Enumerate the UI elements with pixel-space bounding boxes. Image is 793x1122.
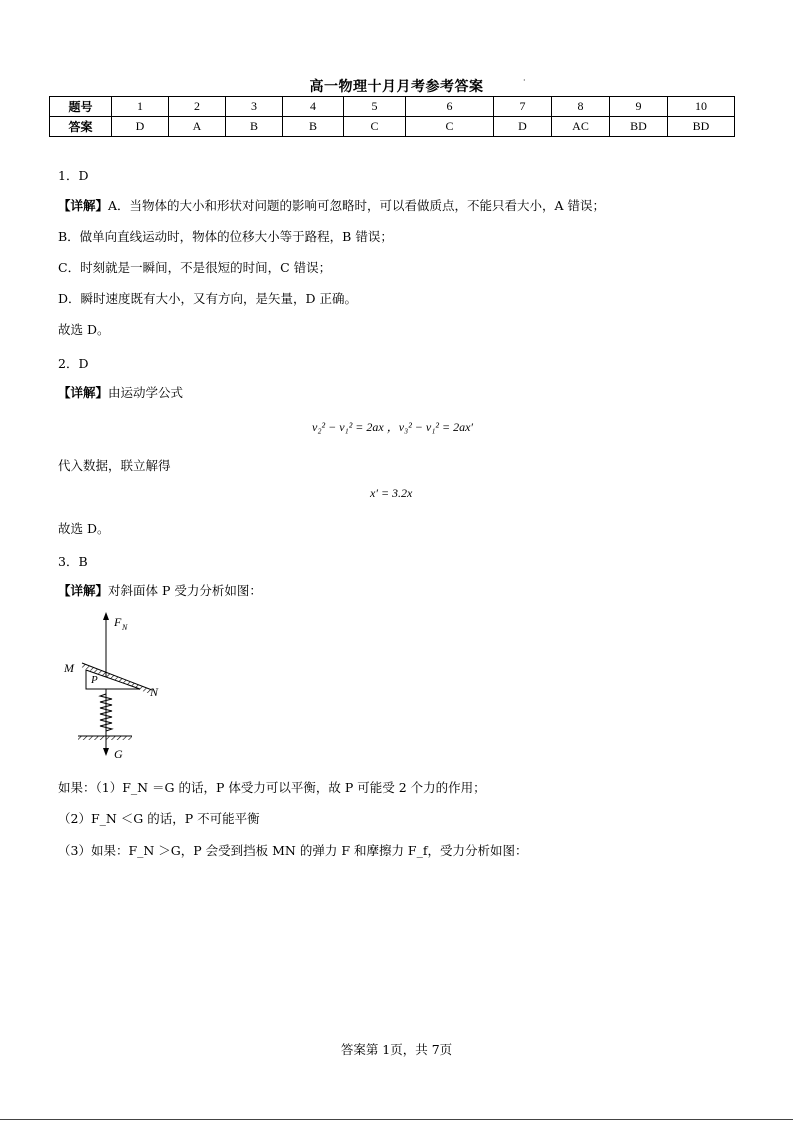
label-fn-sub: N xyxy=(122,623,128,632)
table-cell: 10 xyxy=(668,97,735,117)
q3-text: 对斜面体 P 受力分析如图： xyxy=(108,583,262,598)
table-cell: BD xyxy=(610,117,668,137)
table-cell: D xyxy=(494,117,552,137)
q3-case-3: （3）如果：F_N ＞G，P 会受到挡板 MN 的弹力 F 和摩擦力 F_f，受力分析如图： xyxy=(58,843,528,858)
force-diagram xyxy=(60,610,170,770)
page-footer: 答案第 1页，共 7页 xyxy=(340,1042,453,1057)
table-cell: C xyxy=(406,117,494,137)
table-cell: 8 xyxy=(552,97,610,117)
q1-detail-line xyxy=(58,198,605,214)
q2-conclusion: 故选 D。 xyxy=(58,521,110,536)
label-m: M xyxy=(64,661,74,675)
q2-line-substitute: 代入数据，联立解得 xyxy=(58,458,171,473)
answer-table xyxy=(49,96,735,137)
page-title: 高一物理十月月考参考答案 xyxy=(309,79,484,95)
table-cell: 9 xyxy=(610,97,668,117)
bottom-rule xyxy=(0,1119,793,1120)
fn-arrowhead xyxy=(103,612,109,620)
q1-line-b: B．做单向直线运动时，物体的位移大小等于路程，B 错误； xyxy=(58,229,393,244)
q1-line-c: C．时刻就是一瞬间，不是很短的时间，C 错误； xyxy=(58,260,332,275)
detail-tag: 【详解】 xyxy=(58,583,109,598)
q1-text: A．当物体的大小和形状对问题的影响可忽略时，可以看做质点，不能只看大小，A 错误； xyxy=(108,198,606,213)
row-label-answer: 答案 xyxy=(50,117,112,137)
table-cell: D xyxy=(112,117,169,137)
detail-tag: 【详解】 xyxy=(58,385,109,400)
ground-hatch xyxy=(78,736,132,740)
g-arrowhead xyxy=(103,748,109,756)
label-g: G xyxy=(114,747,123,761)
table-cell: BD xyxy=(668,117,735,137)
table-row-answers xyxy=(50,117,735,137)
q3-detail-line xyxy=(58,583,262,599)
q3-case-1: 如果：（1）F_N ＝G 的话，P 体受力可以平衡，故 P 可能受 2 个力的作用； xyxy=(58,780,486,795)
stray-dot: · xyxy=(523,76,526,85)
table-cell: B xyxy=(283,117,344,137)
table-cell: 4 xyxy=(283,97,344,117)
table-cell: 5 xyxy=(344,97,406,117)
q1-line-d: D．瞬时速度既有大小，又有方向，是矢量，D 正确。 xyxy=(58,291,358,306)
table-cell: 6 xyxy=(406,97,494,117)
table-cell: A xyxy=(169,117,226,137)
q3-case-2: （2）F_N ＜G 的话，P 不可能平衡 xyxy=(58,811,260,826)
table-cell: 1 xyxy=(112,97,169,117)
label-p: P xyxy=(91,674,98,686)
q2-formula-2: x′ = 3.2x xyxy=(370,486,413,500)
q2-heading: 2．D xyxy=(58,356,89,371)
q2-text: 由运动学公式 xyxy=(108,385,184,400)
q3-heading: 3．B xyxy=(58,554,88,569)
label-n: N xyxy=(150,685,159,699)
table-cell: 3 xyxy=(226,97,283,117)
table-cell: B xyxy=(226,117,283,137)
row-label-number: 题号 xyxy=(50,97,112,117)
q2-detail-line xyxy=(58,385,183,401)
table-row-numbers xyxy=(50,97,735,117)
label-fn: F xyxy=(114,615,122,629)
table-cell: C xyxy=(344,117,406,137)
q1-conclusion: 故选 D。 xyxy=(58,322,110,337)
q2-formula-1: v₂² − v₁² = 2ax ，v₃² − v₁² = 2ax′ xyxy=(312,420,474,434)
q1-heading: 1．D xyxy=(58,168,89,183)
detail-tag: 【详解】 xyxy=(58,198,109,213)
table-cell: 2 xyxy=(169,97,226,117)
table-cell: AC xyxy=(552,117,610,137)
table-cell: 7 xyxy=(494,97,552,117)
